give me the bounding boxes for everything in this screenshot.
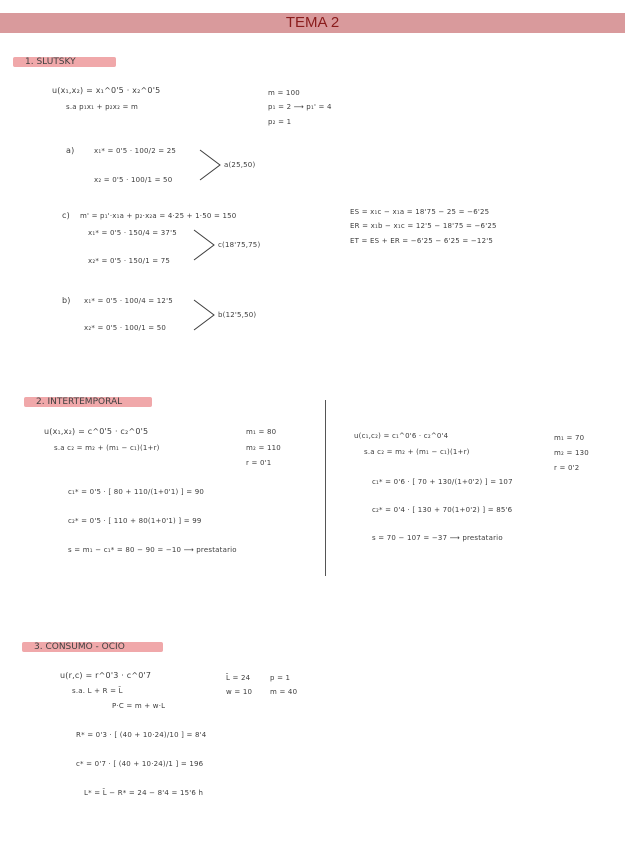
s2-right-c1: c₁* = 0'6 · [ 70 + 130/(1+0'2) ] = 107 [372, 478, 513, 486]
s1-budget: s.a p₁x₁ + p₂x₂ = m [66, 103, 139, 111]
s2-left-s: s = m₁ − c₁* = 80 − 90 = −10 ⟶ prestatario [68, 546, 237, 554]
brace-c [194, 230, 216, 262]
s3-constraint1: s.a. L + R = L̄ [72, 687, 123, 695]
s1-c-m: m' = p₁'·x₁a + p₂·x₂a = 4·25 + 1·50 = 150 [80, 212, 237, 220]
s3-l-star: L* = L̄ − R* = 24 − 8'4 = 15'6 h [84, 789, 204, 797]
s2-right-m2: m₂ = 130 [554, 449, 589, 457]
column-divider [325, 400, 326, 576]
s2-right-s: s = 70 − 107 = −37 ⟶ prestatario [372, 534, 503, 542]
s2-right-m1: m₁ = 70 [554, 434, 585, 442]
s1-b-point: b(12'5,50) [218, 311, 257, 319]
s1-c-x1: x₁* = 0'5 · 150/4 = 37'5 [88, 229, 177, 237]
s2-left-budget: s.a c₂ = m₂ + (m₁ − c₁)(1+r) [54, 444, 160, 452]
s2-left-utility: u(x₁,x₂) = c^0'5 · c₂^0'5 [44, 427, 149, 436]
s1-b-x1: x₁* = 0'5 · 100/4 = 12'5 [84, 297, 173, 305]
s2-right-c2: c₂* = 0'4 · [ 130 + 70(1+0'2) ] = 85'6 [372, 506, 513, 514]
s2-left-m2: m₂ = 110 [246, 444, 281, 452]
s1-a-label: a) [66, 146, 75, 155]
s1-m: m = 100 [268, 89, 300, 97]
brace-b [194, 300, 216, 332]
s1-p2: p₂ = 1 [268, 118, 292, 126]
s1-a-x2: x₂ = 0'5 · 100/1 = 50 [94, 176, 173, 184]
s1-et: ET = ES + ER = −6'25 − 6'25 = −12'5 [350, 237, 494, 245]
s2-right-budget: s.a c₂ = m₂ + (m₁ − c₁)(1+r) [364, 448, 470, 456]
s2-left-c2: c₂* = 0'5 · [ 110 + 80(1+0'1) ] = 99 [68, 517, 202, 525]
s1-er: ER = x₁b − x₁c = 12'5 − 18'75 = −6'25 [350, 222, 497, 230]
s3-p: p = 1 [270, 674, 291, 682]
section-heading-consumo-ocio: 3. CONSUMO - OCIO [22, 642, 163, 652]
s2-left-m1: m₁ = 80 [246, 428, 277, 436]
s1-utility: u(x₁,x₂) = x₁^0'5 · x₂^0'5 [52, 86, 161, 95]
s1-c-x2: x₂* = 0'5 · 150/1 = 75 [88, 257, 171, 265]
s1-c-point: c(18'75,75) [218, 241, 261, 249]
s1-es: ES = x₁c − x₁a = 18'75 − 25 = −6'25 [350, 208, 490, 216]
s1-b-label: b) [62, 296, 71, 305]
s2-right-utility: u(c₁,c₂) = c₁^0'6 · c₂^0'4 [354, 432, 449, 440]
s1-b-x2: x₂* = 0'5 · 100/1 = 50 [84, 324, 167, 332]
s1-p1: p₁ = 2 ⟶ p₁' = 4 [268, 103, 332, 111]
s3-utility: u(r,c) = r^0'3 · c^0'7 [60, 671, 152, 680]
s2-right-r: r = 0'2 [554, 464, 580, 472]
brace-a [200, 150, 222, 182]
s1-a-x1: x₁* = 0'5 · 100/2 = 25 [94, 147, 177, 155]
s3-constraint2: P·C = m + w·L [112, 702, 166, 710]
s3-c-star: c* = 0'7 · [ (40 + 10·24)/1 ] = 196 [76, 760, 204, 768]
s3-lbar: L̄ = 24 [226, 674, 251, 682]
s1-a-point: a(25,50) [224, 161, 256, 169]
s1-c-label: c) [62, 211, 70, 220]
s2-left-r: r = 0'1 [246, 459, 272, 467]
s3-w: w = 10 [226, 688, 253, 696]
s3-m: m = 40 [270, 688, 298, 696]
s3-r-star: R* = 0'3 · [ (40 + 10·24)/10 ] = 8'4 [76, 731, 207, 739]
section-heading-intertemporal: 2. INTERTEMPORAL [24, 397, 152, 407]
section-heading-slutsky: 1. SLUTSKY [13, 57, 116, 67]
page-title: TEMA 2 [0, 13, 625, 33]
s2-left-c1: c₁* = 0'5 · [ 80 + 110/(1+0'1) ] = 90 [68, 488, 205, 496]
